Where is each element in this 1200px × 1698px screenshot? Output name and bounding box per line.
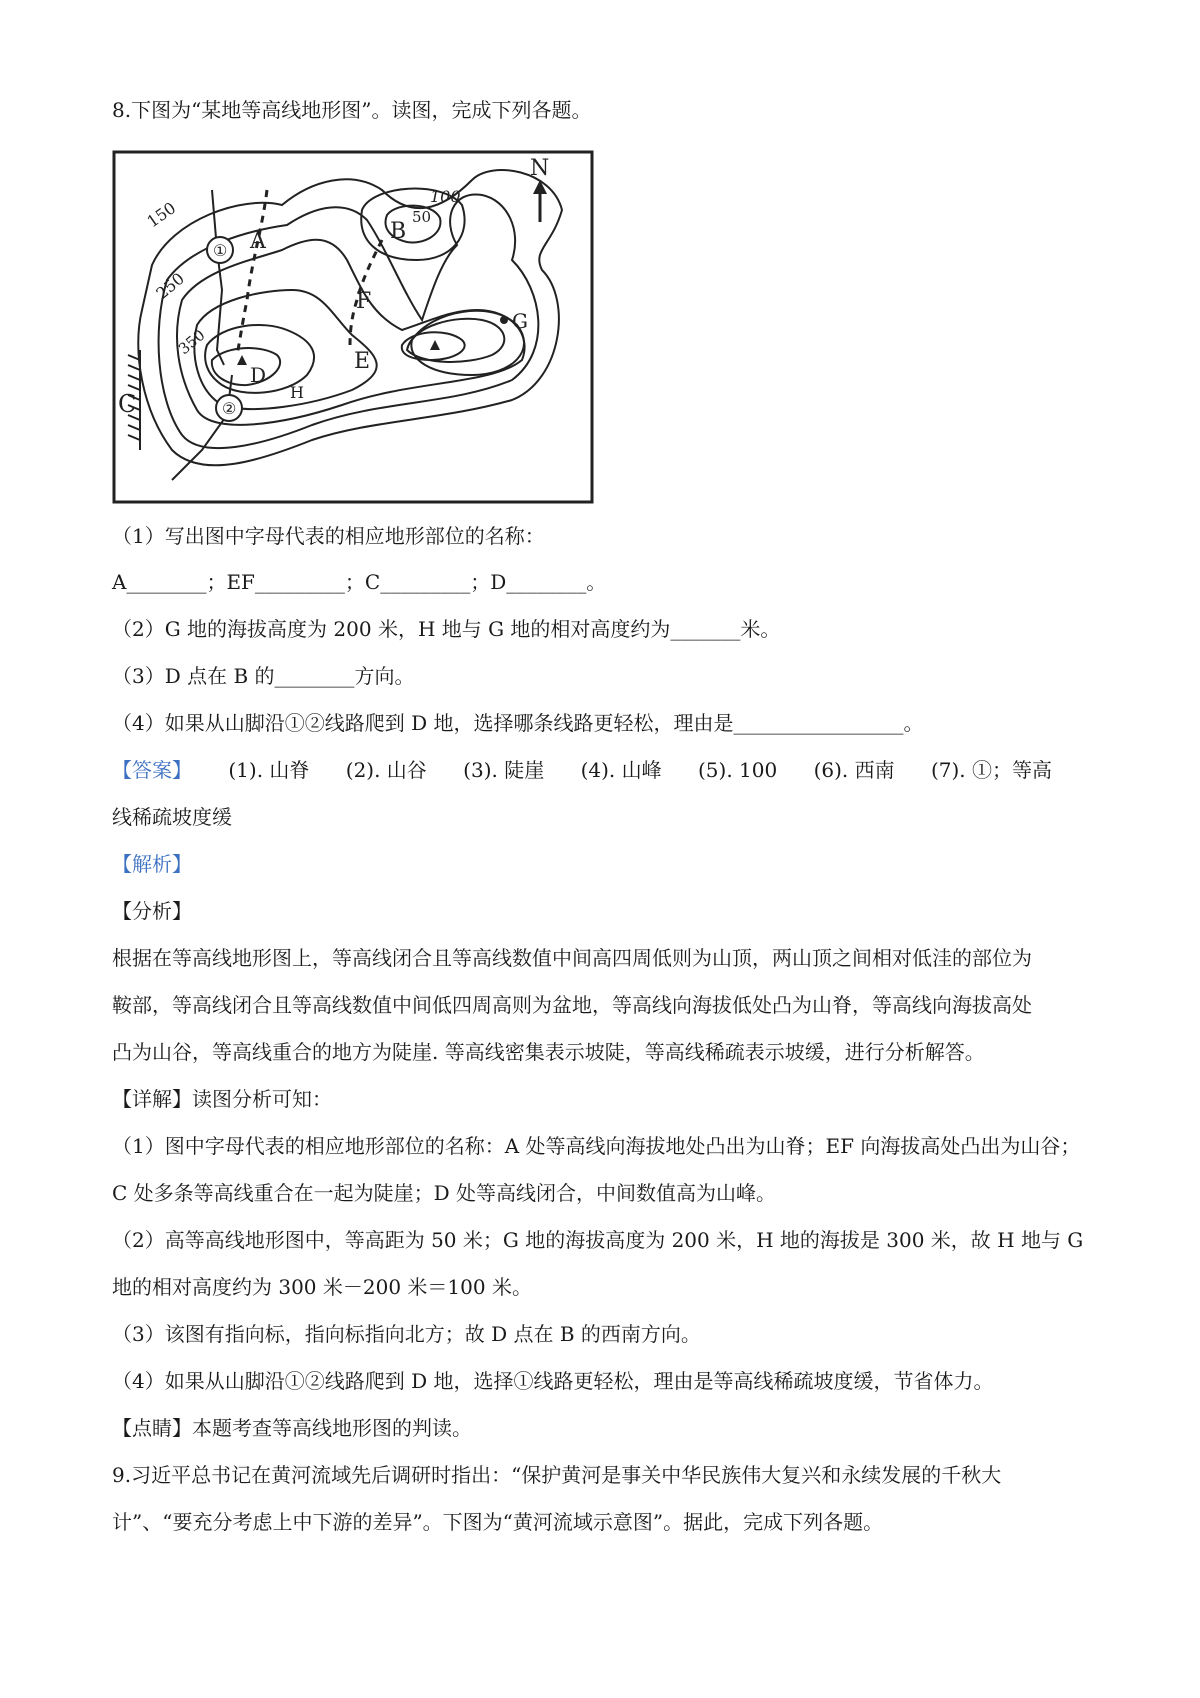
detail-line-1: （1）图中字母代表的相应地形部位的名称：A 处等高线向海拔地处凸出为山脊；EF 向海拔高处凸出为山谷； bbox=[112, 1134, 1081, 1158]
contour-label-350: 350 bbox=[175, 325, 209, 359]
jiexi-tag: 【解析】 bbox=[112, 852, 192, 876]
route-1-label: ① bbox=[213, 241, 228, 260]
q8-sub1-blanks: A________；EF_________；C_________；D________。 bbox=[112, 570, 607, 594]
answer-5: (5). 100 bbox=[697, 758, 778, 782]
answer-3: (3). 陡崖 bbox=[463, 758, 545, 782]
label-e: E bbox=[354, 349, 371, 374]
question-9-line-1: 9.习近平总书记在黄河流域先后调研时指出：“保护黄河是事关中华民族伟大复兴和永续发展的千秋大 bbox=[112, 1463, 1002, 1487]
dianjing-line: 【点睛】本题考查等高线地形图的判读。 bbox=[112, 1416, 472, 1440]
fenxi-line-1: 根据在等高线地形图上，等高线闭合且等高线数值中间高四周低则为山顶，两山顶之间相对低洼的部位为 bbox=[112, 946, 1032, 970]
contour-label-150: 150 bbox=[143, 198, 180, 232]
point-g-dot bbox=[500, 316, 508, 324]
q8-sub3: （3）D 点在 B 的________方向。 bbox=[112, 664, 415, 688]
contour-label-100: 100 bbox=[430, 187, 461, 206]
q8-sub1: （1）写出图中字母代表的相应地形部位的名称： bbox=[112, 524, 545, 548]
label-g: G bbox=[512, 309, 528, 333]
contour-label-250: 250 bbox=[152, 268, 188, 304]
answer-continuation: 线稀疏坡度缓 bbox=[112, 805, 232, 829]
detail-line-6: （4）如果从山脚沿①②线路爬到 D 地，选择①线路更轻松，理由是等高线稀疏坡度缓，节省体力。 bbox=[112, 1369, 994, 1393]
label-a: A bbox=[250, 229, 266, 254]
contour-map bbox=[112, 150, 594, 504]
answer-tag: 【答案】 bbox=[112, 758, 192, 782]
q8-sub2: （2）G 地的海拔高度为 200 米，H 地与 G 地的相对高度约为_______米。 bbox=[112, 617, 781, 641]
detail-line-4: 地的相对高度约为 300 米－200 米＝100 米。 bbox=[112, 1275, 532, 1299]
fenxi-line-2: 鞍部，等高线闭合且等高线数值中间低四周高则为盆地，等高线向海拔低处凸为山脊，等高线向海拔高处 bbox=[112, 993, 1032, 1017]
answer-7: (7). ①；等高 bbox=[930, 758, 1053, 782]
label-h: H bbox=[290, 383, 304, 402]
fenxi-tag: 【分析】 bbox=[112, 899, 192, 923]
answer-4: (4). 山峰 bbox=[580, 758, 662, 782]
detail-line-2: C 处多条等高线重合在一起为陡崖；D 处等高线闭合，中间数值高为山峰。 bbox=[112, 1181, 777, 1205]
q8-sub4: （4）如果从山脚沿①②线路爬到 D 地，选择哪条线路更轻松，理由是_________________。 bbox=[112, 711, 924, 735]
question-8-title: 8.下图为“某地等高线地形图”。读图，完成下列各题。 bbox=[112, 98, 592, 122]
answer-row bbox=[112, 756, 1102, 784]
label-d: D bbox=[250, 363, 267, 387]
label-b: B bbox=[390, 219, 407, 244]
label-f: F bbox=[356, 289, 372, 314]
xiangjie-heading: 【详解】读图分析可知： bbox=[112, 1087, 332, 1111]
answer-2: (2). 山谷 bbox=[345, 758, 427, 782]
detail-line-3: （2）高等高线地形图中，等高距为 50 米；G 地的海拔高度为 200 米，H 地的海拔是 300 米，故 H 地与 G bbox=[112, 1228, 1084, 1252]
detail-line-5: （3）该图有指向标，指向标指向北方；故 D 点在 B 的西南方向。 bbox=[112, 1322, 701, 1346]
question-9-line-2: 计”、“要充分考虑上中下游的差异”。下图为“黄河流域示意图”。据此，完成下列各题。 bbox=[112, 1510, 884, 1534]
label-c: C bbox=[118, 390, 137, 418]
contour-label-50: 50 bbox=[412, 208, 432, 226]
north-label: N bbox=[530, 156, 550, 181]
answer-6: (6). 西南 bbox=[813, 758, 895, 782]
route-2-label: ② bbox=[222, 399, 237, 418]
answer-1: (1). 山脊 bbox=[228, 758, 310, 782]
fenxi-line-3: 凸为山谷，等高线重合的地方为陡崖. 等高线密集表示坡陡，等高线稀疏表示坡缓，进行分析解答。 bbox=[112, 1040, 985, 1064]
